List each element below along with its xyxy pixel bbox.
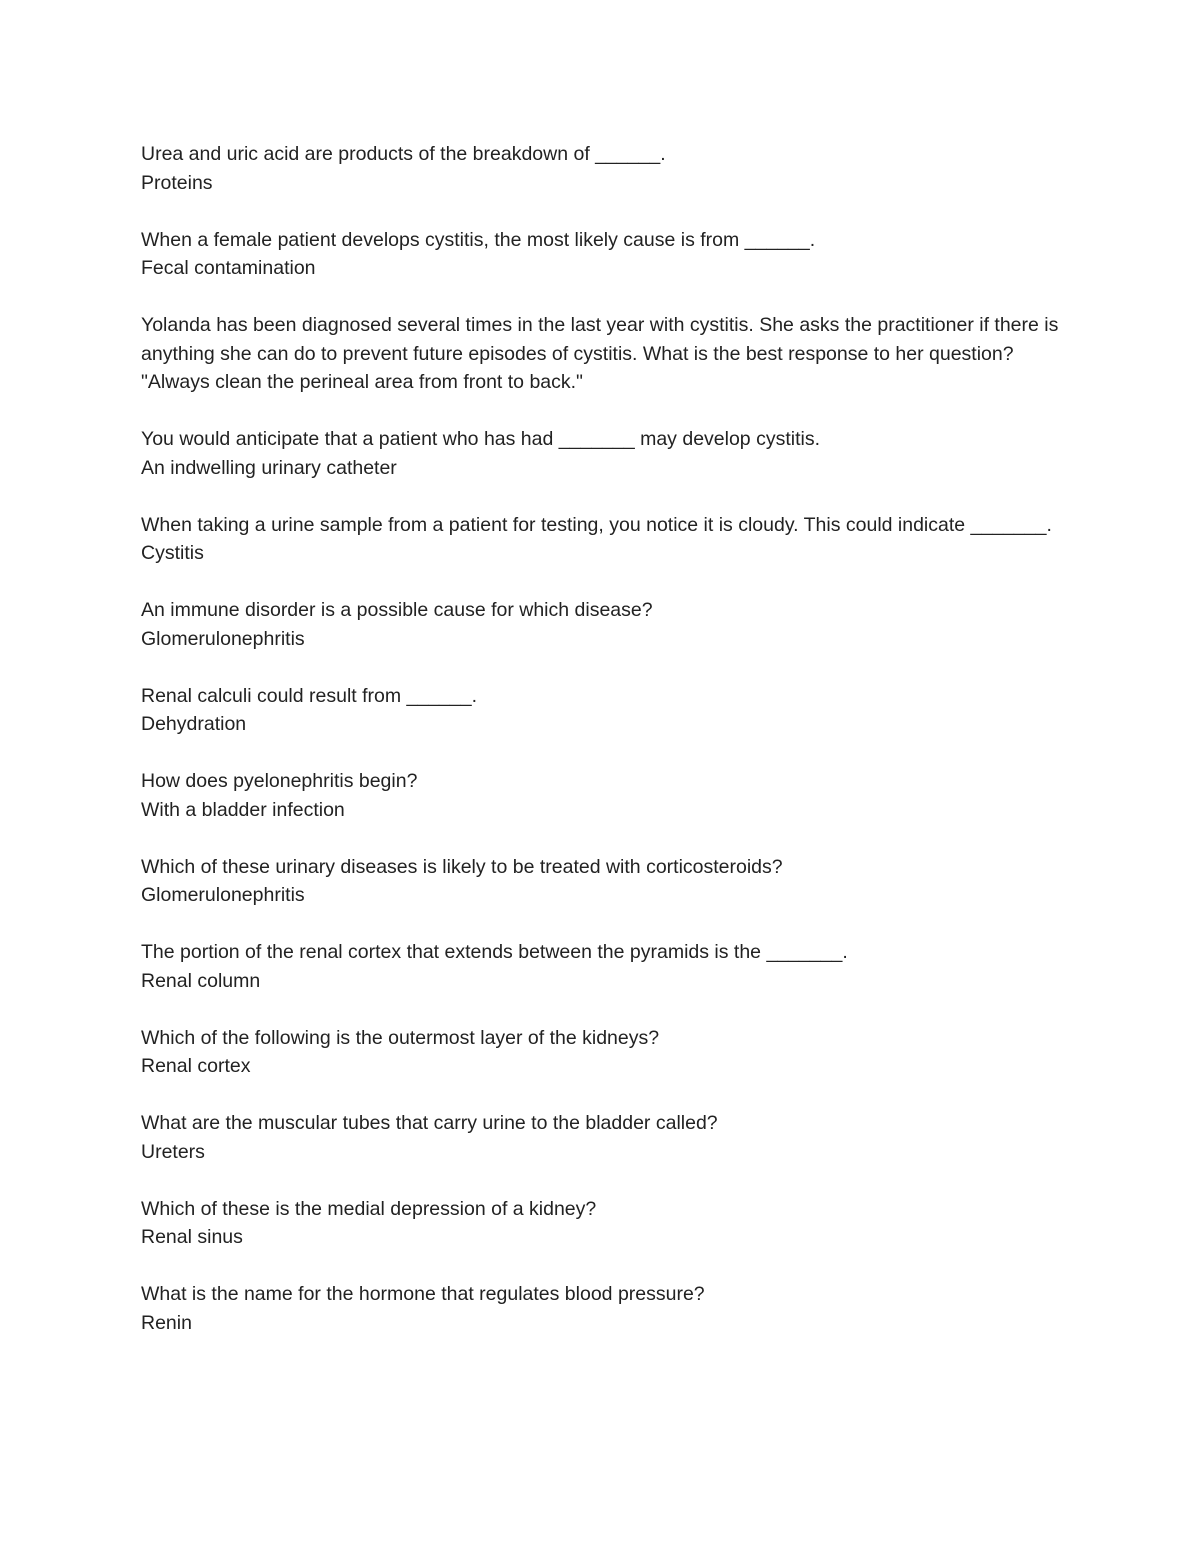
qa-item	[141, 682, 1071, 739]
answer-text: Renin	[141, 1311, 192, 1334]
answer-text: An indwelling urinary catheter	[141, 456, 397, 479]
qa-item	[141, 1280, 1071, 1337]
qa-item	[141, 425, 1071, 482]
qa-item	[141, 1195, 1071, 1252]
qa-item	[141, 767, 1071, 824]
answer-text: Fecal contamination	[141, 257, 316, 279]
question-text: Renal calculi could result from ______.	[141, 684, 478, 707]
answer-text: Ureters	[141, 1140, 205, 1163]
qa-item	[141, 226, 1071, 283]
answer-text: Renal column	[141, 969, 261, 992]
answer-text: With a bladder infection	[141, 798, 345, 821]
qa-item	[141, 511, 1071, 568]
question-text: An immune disorder is a possible cause for which disease?	[141, 599, 653, 621]
document-page	[141, 140, 1071, 1366]
qa-item	[141, 311, 1071, 397]
qa-item	[141, 938, 1071, 995]
answer-text: "Always clean the perineal area from front to back."	[141, 371, 583, 393]
answer-text: Renal cortex	[141, 1055, 251, 1077]
qa-item	[141, 140, 1071, 197]
answer-text: Cystitis	[141, 542, 204, 564]
question-text: When a female patient develops cystitis, the most likely cause is from ______.	[141, 228, 816, 251]
answer-text: Glomerulonephritis	[141, 884, 305, 906]
question-text: Yolanda has been diagnosed several times in the last year with cystitis. She asks the practitioner if there is anything she can do to prevent future episodes of cystitis. What is the best response to her question?	[141, 314, 1064, 365]
answer-text: Dehydration	[141, 713, 247, 735]
question-text: Which of the following is the outermost layer of the kidneys?	[141, 1026, 660, 1049]
qa-item	[141, 1109, 1071, 1166]
question-text: Which of these is the medial depression of a kidney?	[141, 1197, 597, 1220]
question-text: Urea and uric acid are products of the breakdown of ______.	[141, 143, 666, 165]
question-text: You would anticipate that a patient who has had _______ may develop cystitis.	[141, 428, 820, 450]
question-text: Which of these urinary diseases is likely to be treated with corticosteroids?	[141, 855, 783, 878]
qa-item	[141, 596, 1071, 653]
question-text: What are the muscular tubes that carry urine to the bladder called?	[141, 1112, 718, 1134]
answer-text: Glomerulonephritis	[141, 627, 305, 650]
question-text: How does pyelonephritis begin?	[141, 770, 418, 792]
answer-text: Proteins	[141, 171, 213, 194]
question-text: The portion of the renal cortex that extends between the pyramids is the _______.	[141, 941, 848, 963]
qa-item	[141, 853, 1071, 910]
qa-item	[141, 1024, 1071, 1081]
question-text: What is the name for the hormone that regulates blood pressure?	[141, 1283, 705, 1305]
question-text: When taking a urine sample from a patient for testing, you notice it is cloudy. This could indicate _______.	[141, 513, 1052, 536]
answer-text: Renal sinus	[141, 1226, 243, 1248]
